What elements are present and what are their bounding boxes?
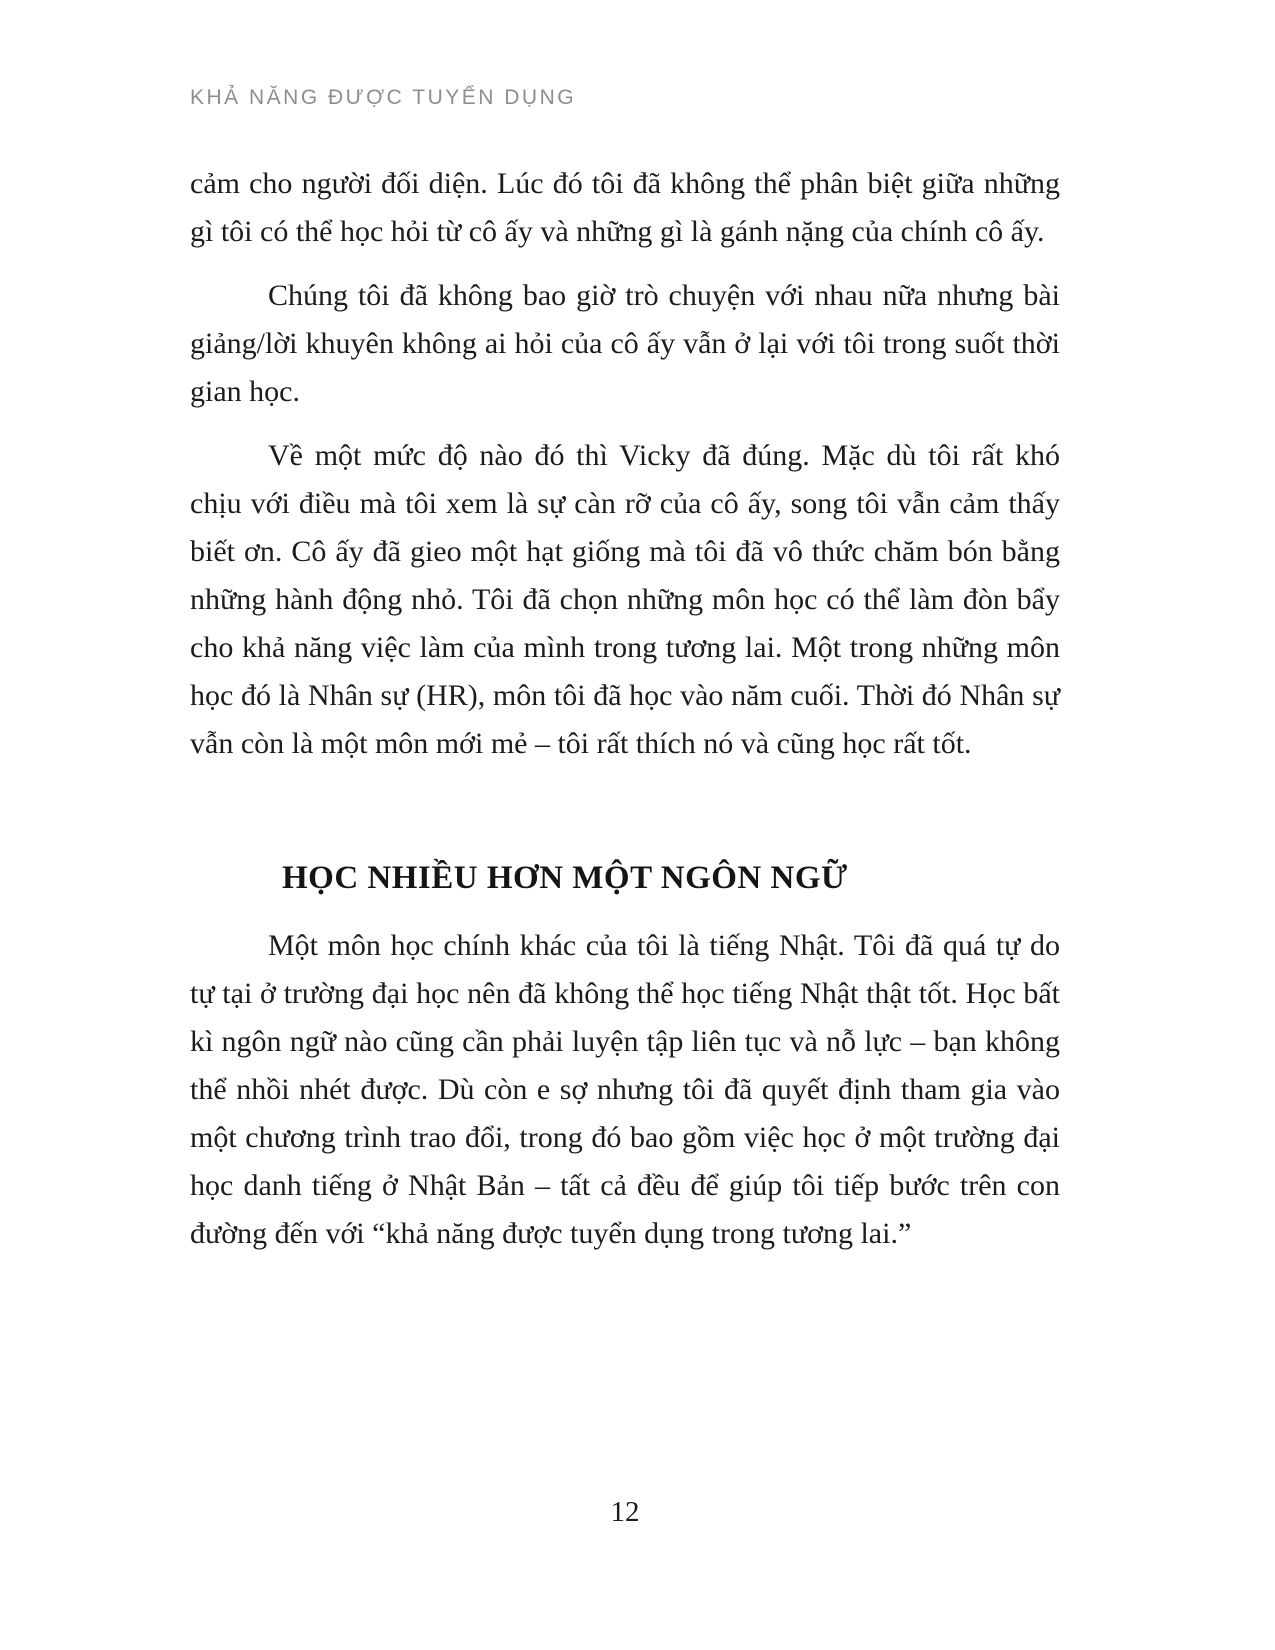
- paragraph: Chúng tôi đã không bao giờ trò chuyện với nhau nữa nhưng bài giảng/lời khuyên không ai hỏi của cô ấy vẫn ở lại với tôi trong suốt thời gian học.: [190, 279, 1060, 408]
- paragraph: Về một mức độ nào đó thì Vicky đã đúng. Mặc dù tôi rất khó chịu với điều mà tôi xem là sự càn rỡ của cô ấy, song tôi vẫn cảm thấy biết ơn. Cô ấy đã gieo một hạt giống mà tôi đã vô thức chăm bón bằng những hành động nhỏ. Tôi đã chọn những môn học có thể làm đòn bẩy cho khả năng việc làm của mình trong tương lai. Một trong những môn học đó là Nhân sự (HR), môn tôi đã học vào năm cuối. Thời đó Nhân sự vẫn còn là một môn mới mẻ – tôi rất thích nó và cũng học rất tốt.: [190, 439, 1060, 760]
- paragraph-continuation: cảm cho người đối diện. Lúc đó tôi đã không thể phân biệt giữa những gì tôi có thể học hỏi từ cô ấy và những gì là gánh nặng của chính cô ấy.: [190, 167, 1060, 248]
- paragraph: Một môn học chính khác của tôi là tiếng Nhật. Tôi đã quá tự do tự tại ở trường đại học nên đã không thể học tiếng Nhật thật tốt. Học bất kì ngôn ngữ nào cũng cần phải luyện tập liên tục và nỗ lực – bạn không thể nhồi nhét được. Dù còn e sợ nhưng tôi đã quyết định tham gia vào một chương trình trao đổi, trong đó bao gồm việc học ở một trường đại học danh tiếng ở Nhật Bản – tất cả đều để giúp tôi tiếp bước trên con đường đến với “khả năng được tuyển dụng trong tương lai.”: [190, 929, 1060, 1250]
- body-text-block: [190, 160, 1060, 1274]
- page-number: 12: [610, 1496, 640, 1528]
- section-heading: HỌC NHIỀU HƠN MỘT NGÔN NGỮ: [282, 860, 848, 896]
- running-header: KHẢ NĂNG ĐƯỢC TUYỂN DỤNG: [190, 86, 577, 109]
